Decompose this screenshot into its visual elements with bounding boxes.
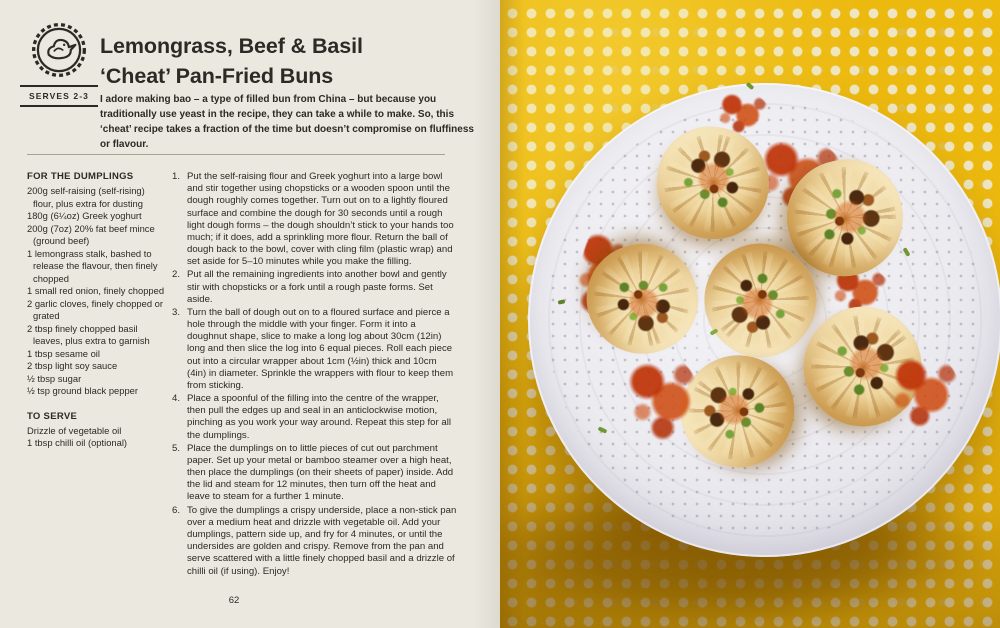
bun-garnish bbox=[660, 130, 766, 236]
ingredients-list bbox=[27, 171, 165, 450]
page-number: 62 bbox=[228, 595, 240, 606]
ingredient-item: 200g (7oz) 20% fat beef mince (ground beef) bbox=[27, 222, 155, 246]
ingredient-item: ½ tsp ground black pepper bbox=[27, 385, 139, 396]
bun-garnish bbox=[787, 160, 903, 276]
recipe-title bbox=[100, 32, 480, 91]
ingredient-item: 1 tbsp chilli oil (optional) bbox=[27, 437, 128, 448]
bird-stamp-icon bbox=[29, 20, 89, 80]
serves-badge: SERVES 2-3 bbox=[20, 85, 98, 107]
ingredient-item: 1 tbsp sesame oil bbox=[27, 347, 100, 359]
ingredient-item: 2 tbsp finely chopped basil leaves, plus extra to garnish bbox=[27, 322, 150, 346]
dumplings-ingredients bbox=[27, 185, 165, 398]
ingredient-item: ½ tbsp sugar bbox=[27, 372, 82, 384]
chilli-oil-splash bbox=[888, 352, 960, 430]
recipe-intro: I adore making bao – a type of filled bun from China – but because you traditionally use yeast in the recipe, they can take a while to make. So, this ‘cheat’ recipe takes a fraction of the time but doesn’t compromise on fluffiness or flavour. bbox=[100, 94, 474, 150]
ingredient-item: 200g self-raising (self-rising) flour, plus extra for dusting bbox=[27, 185, 145, 209]
ingredient-item: 2 garlic cloves, finely chopped or grated bbox=[27, 297, 164, 321]
method-steps bbox=[172, 171, 458, 579]
ingredient-item: 1 small red onion, finely chopped bbox=[27, 285, 165, 296]
ingredient-item: 180g (6¼oz) Greek yoghurt bbox=[27, 210, 142, 221]
photo-page bbox=[500, 0, 1000, 628]
method-step: Turn the ball of dough out on to a floured surface and pierce a hole through the middle with your finger. Form it into a doughnut shape, slice to make a long log about 30cm (12in) long and then slice the log into 6 equal pieces. Roll each piece out into a circular wrapper about 1cm (½in) thick and 10cm (4in) in diameter. Sprinkle the wrappers with flour to keep them from sticking. bbox=[187, 306, 454, 391]
ingredients-section-title: FOR THE DUMPLINGS bbox=[27, 171, 134, 182]
recipe-title-line2: ‘Cheat’ Pan-Fried Buns bbox=[100, 64, 334, 89]
method-step: Place a spoonful of the filling into the centre of the wrapper, then pull the edges up and seal in an anticlockwise motion, pinching as you work your way around. Repeat this step for all the dumplings. bbox=[187, 393, 451, 441]
method-step: Place the dumplings on to little pieces of cut out parchment paper. Set up your metal or bamboo steamer over a high heat, then place the dumplings (on their sheets of paper) inside. Add the lid and steam for 12 minutes, then turn off the heat and leave to steam for a further 1 minute. bbox=[187, 442, 454, 503]
to-serve-section-title: TO SERVE bbox=[27, 410, 78, 422]
page-gutter-shadow bbox=[474, 0, 500, 628]
ingredient-item: Drizzle of vegetable oil bbox=[27, 424, 122, 436]
recipe-title-line1: Lemongrass, Beef & Basil bbox=[100, 34, 363, 59]
ingredient-item: 2 tbsp light soy sauce bbox=[27, 360, 118, 371]
section-divider bbox=[27, 154, 445, 155]
ingredient-item: 1 lemongrass stalk, bashed to release the flavour, then finely chopped bbox=[27, 247, 158, 284]
to-serve-ingredients bbox=[27, 425, 165, 450]
method-step: Put the self-raising flour and Greek yoghurt into a large bowl and stir together using chopsticks or a wooden spoon until the dough roughly comes together. Turn out on to a lightly floured surface and combine the dough for 30 seconds until a rough light dough forms – the dough shouldn’t stick to your hands too much; if it does, add a sprinkling more flour. Return the ball of dough back to the bowl, cover with cling film (plastic wrap) and set aside for 5–10 minutes while you make the filling. bbox=[187, 171, 454, 268]
method-step: To give the dumplings a crispy underside, place a non-stick pan over a medium heat and drizzle with vegetable oil. Add your dumplings, pattern side up, and fry for 4 minutes, or until the undersides are golden and crispy. Remove from the pan and serve scattered with a little finely chopped basil and a drizzle of chilli oil (if using). Enjoy! bbox=[187, 504, 457, 577]
method-step: Put all the remaining ingredients into another bowl and gently stir with chopsticks or a fork until a rough paste forms. Set aside. bbox=[187, 269, 447, 305]
